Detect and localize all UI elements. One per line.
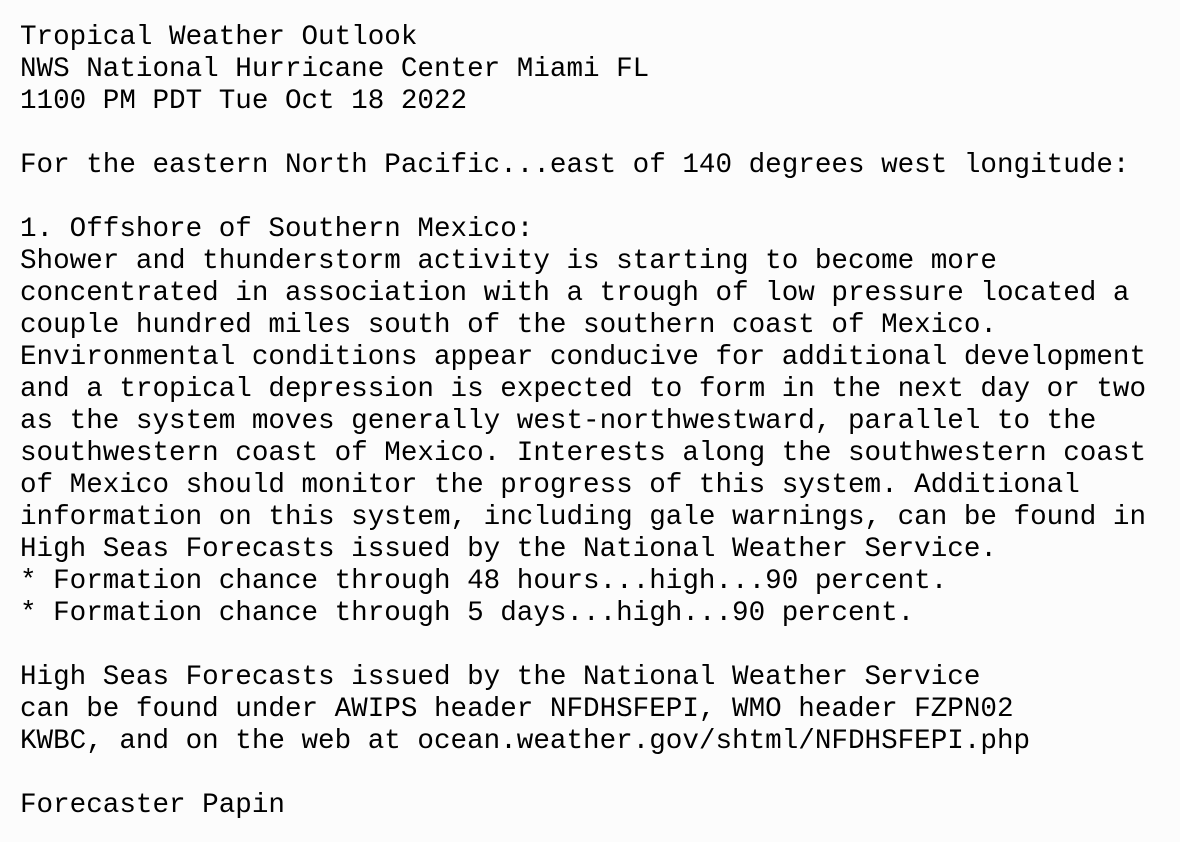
system-heading: 1. Offshore of Southern Mexico: <box>20 214 534 245</box>
blank-line <box>20 758 1180 790</box>
discussion-line: couple hundred miles south of the southern coast of Mexico. <box>20 310 997 341</box>
blank-line <box>20 118 1180 150</box>
discussion-line: Environmental conditions appear conducive for additional development <box>20 342 1147 373</box>
blank-line <box>20 630 1180 662</box>
formation-chance-5d: * Formation chance through 5 days...high...90 percent. <box>20 598 915 629</box>
area-statement: For the eastern North Pacific...east of 140 degrees west longitude: <box>20 150 1130 181</box>
blank-line <box>20 182 1180 214</box>
discussion-line: Shower and thunderstorm activity is starting to become more <box>20 246 997 277</box>
discussion-line: concentrated in association with a trough of low pressure located a <box>20 278 1130 309</box>
high-seas-line: High Seas Forecasts issued by the National Weather Service <box>20 662 981 693</box>
formation-chance-48h: * Formation chance through 48 hours...high...90 percent. <box>20 566 948 597</box>
issue-time: 1100 PM PDT Tue Oct 18 2022 <box>20 86 468 117</box>
discussion-line: southwestern coast of Mexico. Interests along the southwestern coast <box>20 438 1147 469</box>
forecaster-signature: Forecaster Papin <box>20 790 285 821</box>
high-seas-line: KWBC, and on the web at ocean.weather.gov/shtml/NFDHSFEPI.php <box>20 726 1031 757</box>
high-seas-line: can be found under AWIPS header NFDHSFEPI, WMO header FZPN02 <box>20 694 1014 725</box>
discussion-line: and a tropical depression is expected to form in the next day or two <box>20 374 1147 405</box>
discussion-line: of Mexico should monitor the progress of this system. Additional <box>20 470 1080 501</box>
discussion-line: information on this system, including gale warnings, can be found in <box>20 502 1147 533</box>
discussion-line: High Seas Forecasts issued by the National Weather Service. <box>20 534 997 565</box>
document-title: Tropical Weather Outlook <box>20 22 418 53</box>
discussion-line: as the system moves generally west-northwestward, parallel to the <box>20 406 1097 437</box>
issuing-office: NWS National Hurricane Center Miami FL <box>20 54 650 85</box>
